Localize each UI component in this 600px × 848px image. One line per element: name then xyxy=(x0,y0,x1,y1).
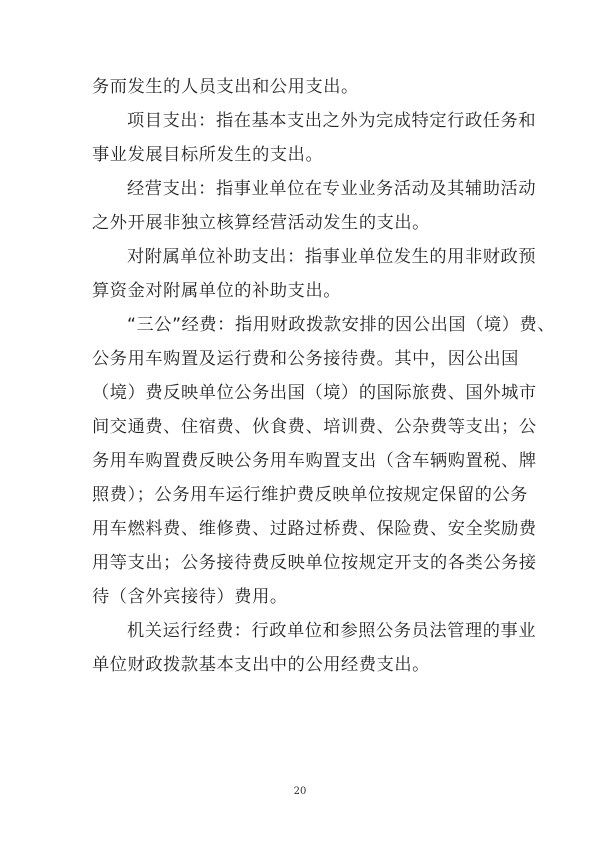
text-line: 之外开展非独立核算经营活动发生的支出。 xyxy=(92,213,430,233)
text-line: 经营支出：指事业单位在专业业务活动及其辅助活动 xyxy=(127,179,537,199)
text-line: 对附属单位补助支出：指事业单位发生的用非财政预 xyxy=(127,247,537,267)
text-line: 算资金对附属单位的补助支出。 xyxy=(92,281,342,301)
text-line: 间交通费、住宿费、伙食费、培训费、公杂费等支出；公 xyxy=(92,417,537,437)
text-line: 用等支出；公务接待费反映单位按规定开支的各类公务接 xyxy=(92,553,537,573)
body-text xyxy=(92,70,556,682)
text-line: 公务用车购置及运行费和公务接待费。其中，因公出国 xyxy=(92,349,519,369)
text-line: 机关运行经费：行政单位和参照公务员法管理的事业 xyxy=(127,621,537,641)
text-line: 待（含外宾接待）费用。 xyxy=(92,587,288,607)
text-line: 务而发生的人员支出和公用支出。 xyxy=(92,77,359,97)
text-line: 事业发展目标所发生的支出。 xyxy=(92,145,324,165)
text-line: 项目支出：指在基本支出之外为完成特定行政任务和 xyxy=(127,111,537,131)
page-number: 20 xyxy=(293,786,307,797)
text-line: 照费）；公务用车运行维护费反映单位按规定保留的公务 xyxy=(92,485,529,505)
text-line: 务用车购置费反映公务用车购置支出（含车辆购置税、牌 xyxy=(92,451,537,471)
text-line: （境）费反映单位公务出国（境）的国际旅费、国外城市 xyxy=(92,383,537,403)
text-line: 用车燃料费、维修费、过路过桥费、保险费、安全奖励费 xyxy=(92,519,537,539)
text-line: 单位财政拨款基本支出中的公用经费支出。 xyxy=(92,655,430,675)
text-line: “三公”经费：指用财政拨款安排的因公出国（境）费、 xyxy=(127,315,556,335)
